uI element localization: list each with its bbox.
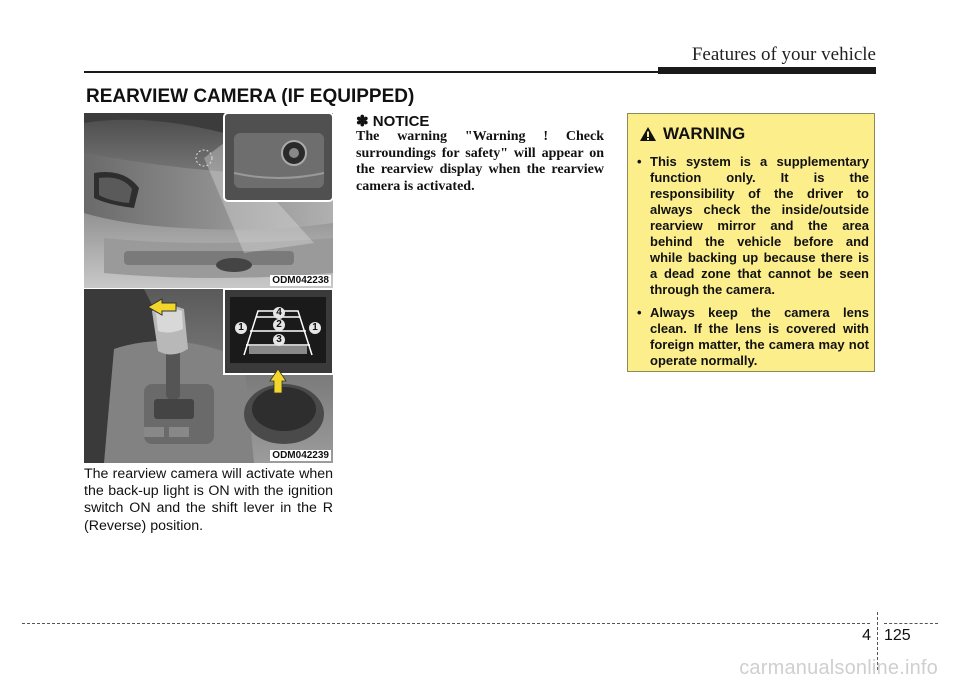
warning-item-text: Always keep the camera lens clean. If the lens is covered with foreign matter, the camera may not operate normally. (650, 305, 869, 368)
warning-header (639, 124, 745, 144)
figure-label-1-right: 1 (309, 322, 321, 334)
notice-heading-text: NOTICE (372, 113, 430, 130)
camera-location-illustration (84, 113, 333, 288)
figure-camera-location (84, 113, 333, 288)
header-title: Features of your vehicle (691, 44, 876, 65)
header-rule-accent (658, 67, 876, 74)
section-title: REARVIEW CAMERA (IF EQUIPPED) (86, 86, 415, 107)
shift-lever-illustration (84, 289, 333, 463)
watermark: carmanualsonline.info (739, 657, 938, 679)
warning-list (637, 154, 869, 376)
footer-rule-right (884, 623, 938, 624)
figure-code: ODM042238 (272, 275, 329, 286)
warning-box (627, 113, 875, 372)
footer-rule (22, 623, 870, 624)
notice-symbol-icon: ✽ (356, 113, 369, 130)
warning-title: WARNING (663, 124, 746, 143)
figure-label-1-left: 1 (235, 322, 247, 334)
warning-item-text: This system is a supplementary function only. It is the responsibility of the driver to always check the inside/outside rearview mirror and the area behind the vehicle before and while backing up because there is a dead zone that cannot be seen through the camera. (650, 154, 869, 297)
figure-label-3: 3 (273, 334, 285, 346)
warning-item (637, 154, 869, 298)
bullet-icon: • (637, 305, 642, 320)
figure-label-4: 4 (273, 307, 285, 319)
body-paragraph: The rearview camera will activate when the back-up light is ON with the ignition switch ON and the shift lever in the R (Reverse) position. (84, 466, 333, 534)
figure-code: ODM042239 (272, 450, 329, 461)
figure-label-2: 2 (273, 319, 285, 331)
notice-text: The warning "Warning ! Check surroundings for safety" will appear on the rearview display when the rearview camera is activated. (356, 129, 604, 194)
notice-heading (356, 112, 429, 130)
chapter-number: 4 (862, 627, 871, 644)
warning-item (637, 305, 869, 369)
bullet-icon: • (637, 154, 642, 169)
page-number: 125 (884, 627, 911, 644)
figure-shift-lever-display (84, 289, 333, 463)
warning-triangle-icon (639, 126, 657, 142)
